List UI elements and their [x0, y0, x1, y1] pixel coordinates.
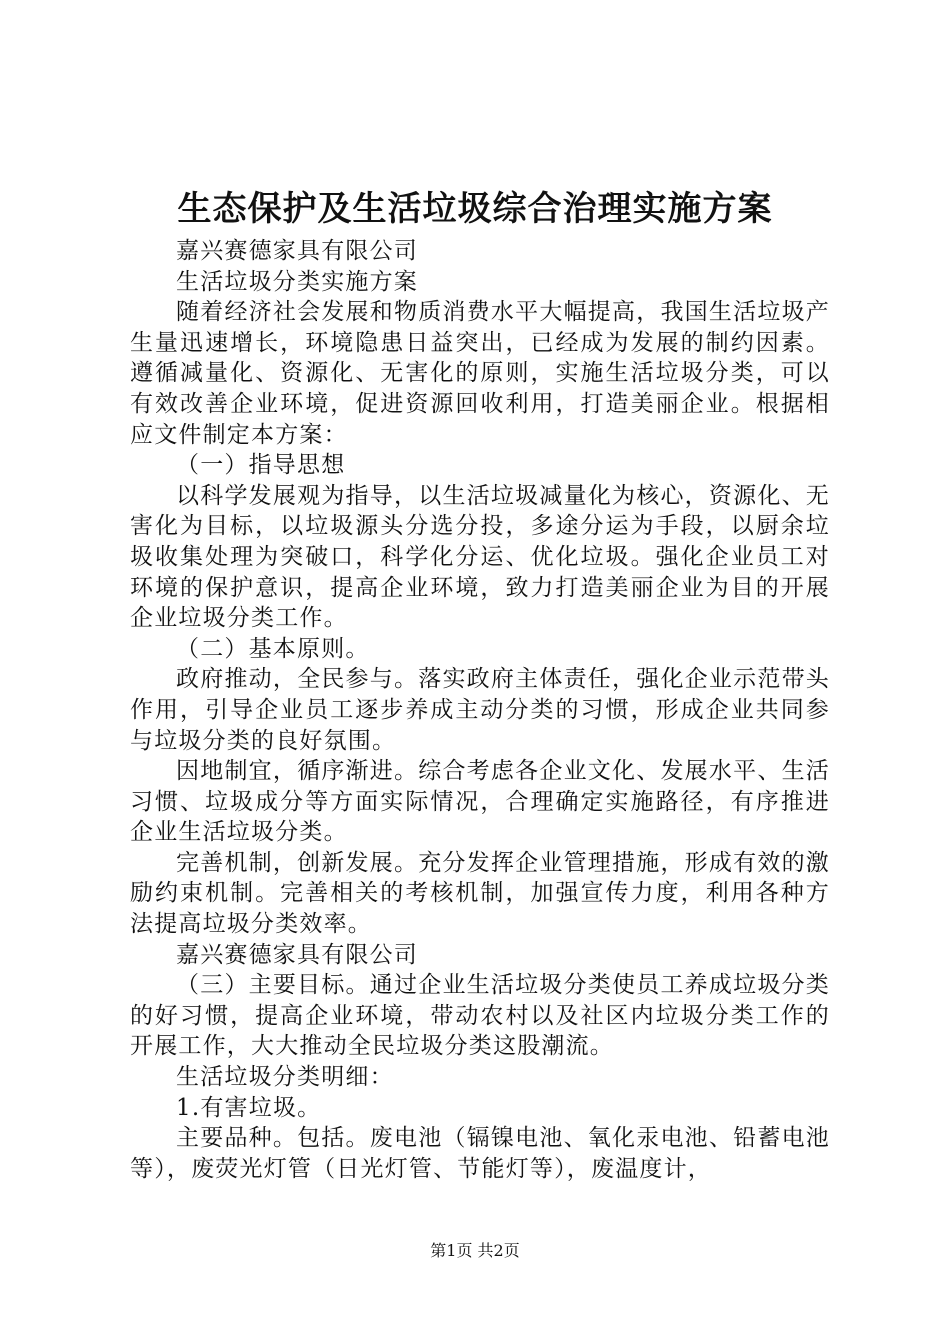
paragraph: （三）主要目标。通过企业生活垃圾分类使员工养成垃圾分类的好习惯，提高企业环境，带动农村以及社区内垃圾分类工作的开展工作，大大推动全民垃圾分类这股潮流。 [130, 972, 830, 1060]
paragraph: 主要品种。包括。废电池（镉镍电池、氧化汞电池、铅蓄电池等），废荧光灯管（日光灯管、节能灯等），废温度计， [130, 1125, 830, 1182]
paragraph: 因地制宜，循序渐进。综合考虑各企业文化、发展水平、生活习惯、垃圾成分等方面实际情况，合理确定实施路径，有序推进企业生活垃圾分类。 [130, 758, 830, 846]
document-body [130, 236, 830, 1184]
paragraph: 嘉兴赛德家具有限公司 [176, 941, 418, 968]
paragraph: 1.有害垃圾。 [176, 1094, 322, 1121]
paragraph: 嘉兴赛德家具有限公司 [176, 238, 418, 264]
paragraph: 生活垃圾分类实施方案 [176, 268, 418, 295]
paragraph: 随着经济社会发展和物质消费水平大幅提高，我国生活垃圾产生量迅速增长，环境隐患日益突出，已经成为发展的制约因素。遵循减量化、资源化、无害化的原则，实施生活垃圾分类，可以有效改善企业环境，促进资源回收利用，打造美丽企业。根据相应文件制定本方案： [130, 299, 830, 448]
paragraph: 完善机制，创新发展。充分发挥企业管理措施，形成有效的激励约束机制。完善相关的考核机制，加强宣传力度，利用各种方法提高垃圾分类效率。 [130, 849, 830, 938]
paragraph: 政府推动，全民参与。落实政府主体责任，强化企业示范带头作用，引导企业员工逐步养成主动分类的习惯，形成企业共同参与垃圾分类的良好氛围。 [130, 666, 830, 754]
page-number-footer: 第1页 共2页 [430, 1241, 520, 1260]
paragraph: （二）基本原则。 [176, 635, 370, 662]
document-title: 生态保护及生活垃圾综合治理实施方案 [177, 189, 773, 229]
paragraph: 以科学发展观为指导，以生活垃圾减量化为核心，资源化、无害化为目标，以垃圾源头分选分投，多途分运为手段，以厨余垃圾收集处理为突破口，科学化分运、优化垃圾。强化企业员工对环境的保护意识，提高企业环境，致力打造美丽企业为目的开展企业垃圾分类工作。 [130, 482, 830, 632]
paragraph: 生活垃圾分类明细： [176, 1064, 394, 1091]
paragraph: （一）指导思想 [176, 452, 346, 479]
